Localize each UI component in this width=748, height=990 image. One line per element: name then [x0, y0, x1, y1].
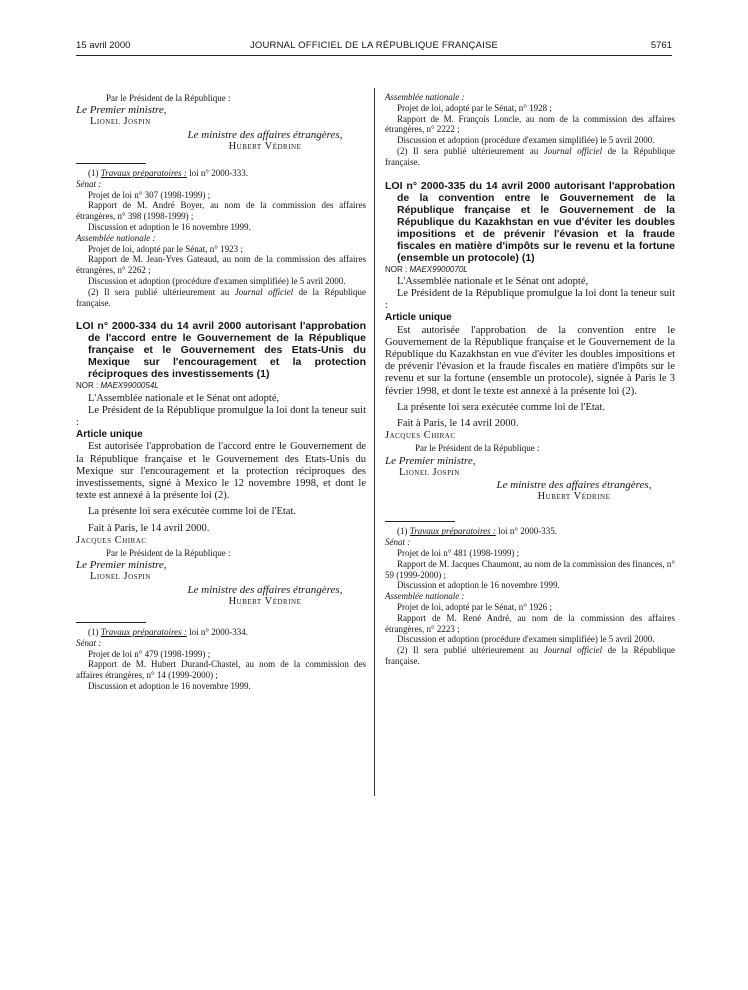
- president-signature: Jacques Chirac: [76, 534, 147, 546]
- footnote-2-journal: Journal officiel: [234, 286, 294, 297]
- footnote-2-journal: Journal officiel: [543, 145, 603, 156]
- law-title-text: LOI n° 2000-334 du 14 avril 2000 autorisant l'approbation de l'accord entre le Gouvernement de la République française et le Gouvernement des Etats-Unis du Mexique sur l'encouragement et la protection réciproques des investissements (1): [76, 320, 366, 381]
- article-body: Est autorisée l'approbation de la convention entre le Gouvernement de la République française et le Gouvernement de la République du Kazakhstan en vue d'éviter les doubles impositions et de prévenir l'évasion et la fraude fiscales en matière d'impôts sur le revenu et sur la fortune (ensemble un protocole), signée à Paris le 3 février 1998, et dont le texte est annexé à la présente loi (2).: [385, 324, 675, 397]
- footnote-item: Rapport de M. Jean-Yves Gateaud, au nom de la commission des affaires étrangères, n° 2262 ;: [76, 254, 366, 276]
- signoff-minister-name: Hubert Védrine: [228, 140, 302, 152]
- signoff-president-line: Par le Président de la République :: [106, 548, 231, 559]
- footnotes-block: [385, 92, 675, 168]
- footnote-number: (1): [88, 168, 101, 179]
- footnote-item: Projet de loi n° 307 (1998-1999) ;: [88, 189, 211, 200]
- law-2000-334: [76, 320, 366, 547]
- footnote-2-text: (2) Il sera publié ultérieurement au: [397, 645, 544, 656]
- footnote-number: (1): [88, 627, 101, 638]
- footnote-item: Projet de loi, adopté par le Sénat, n° 1928 ;: [397, 102, 552, 113]
- footnote-travaux-label: Travaux préparatoires :: [100, 168, 187, 179]
- footnote-item: Rapport de M. François Loncle, au nom de la commission des affaires étrangères, n° 2222 ;: [385, 113, 675, 135]
- signoff-pm-role: Le Premier ministre,: [76, 559, 167, 572]
- footnote-2: [76, 287, 366, 309]
- law-paragraph: Le Président de la République promulgue la loi dont la teneur suit :: [76, 404, 366, 428]
- signoff-minister-role: Le ministre des affaires étrangères,: [187, 128, 343, 141]
- signoff-block: [76, 92, 366, 153]
- signoff-pm-name: Lionel Jospin: [90, 116, 151, 128]
- header-date: 15 avril 2000: [76, 40, 131, 51]
- footnote-item: Discussion et adoption le 16 novembre 1999.: [88, 222, 251, 232]
- law-paragraph: L'Assemblée nationale et le Sénat ont adopté,: [397, 275, 589, 287]
- footnote-senat-heading: Sénat :: [76, 178, 102, 189]
- nor-reference: [385, 264, 675, 276]
- signoff-minister: [76, 129, 366, 153]
- nor-code: MAEX9900070L: [409, 264, 468, 274]
- law-title: [76, 320, 366, 380]
- footnotes-block: [76, 627, 366, 692]
- law-execution: La présente loi sera exécutée comme loi de l'Etat.: [397, 401, 606, 413]
- nor-code: MAEX9900054L: [100, 381, 159, 391]
- footnote-item: Rapport de M. Jacques Chaumont, au nom de la commission des finances, n° 59 (1999-2000) ;: [385, 558, 675, 580]
- law-2000-335: [385, 180, 675, 443]
- signoff-minister-role: Le ministre des affaires étrangères,: [187, 583, 343, 596]
- footnote-an-heading: Assemblée nationale :: [76, 232, 156, 243]
- footnote-rule: [76, 163, 146, 164]
- header-page-number: 5761: [650, 40, 672, 51]
- footnote-senat-heading: Sénat :: [76, 637, 102, 648]
- nor-label: NOR :: [76, 381, 101, 391]
- footnote-2-tail: de la République française.: [385, 645, 675, 666]
- law-title-text: LOI n° 2000-335 du 14 avril 2000 autorisant l'approbation de la convention entre le Gouvernement de la République française et le Gouvernement de la République du Kazakhstan en vue d'éviter les doubles impositions et de prévenir l'évasion et la fraude fiscales en matière d'impôts sur le revenu et la fortune (ensemble un protocole) (1): [385, 179, 675, 264]
- law-paragraph: L'Assemblée nationale et le Sénat ont adopté,: [88, 392, 280, 404]
- signoff-president-line: Par le Président de la République :: [415, 443, 540, 454]
- article-heading: Article unique: [76, 429, 143, 441]
- footnote-2: [385, 645, 675, 667]
- footnote-1: [385, 526, 675, 537]
- signoff-pm-name: Lionel Jospin: [90, 571, 151, 583]
- footnote-item: Discussion et adoption (procédure d'examen simplifiée) le 5 avril 2000.: [88, 275, 346, 286]
- column-divider: [374, 88, 375, 796]
- footnote-1: [76, 627, 366, 638]
- signoff-minister: [76, 584, 366, 608]
- footnote-item: Projet de loi n° 479 (1998-1999) ;: [88, 648, 211, 659]
- footnote-item: Discussion et adoption le 16 novembre 1999.: [397, 580, 560, 591]
- footnote-2: [385, 146, 675, 168]
- law-title: [385, 180, 675, 264]
- footnote-item: Rapport de M. Hubert Durand-Chastel, au nom de la commission des affaires étrangères, n° 14 (1999-2000) ;: [76, 659, 366, 681]
- footnote-law-ref: loi n° 2000-333.: [186, 168, 249, 179]
- signoff-pm-role: Le Premier ministre,: [385, 454, 476, 467]
- footnote-travaux-label: Travaux préparatoires :: [409, 526, 496, 537]
- signoff-minister: [385, 479, 675, 503]
- footnote-law-ref: loi n° 2000-335.: [495, 526, 558, 537]
- president-signature: Jacques Chirac: [385, 430, 456, 442]
- footnote-item: Projet de loi, adopté par le Sénat, n° 1926 ;: [397, 602, 552, 613]
- footnote-an-heading: Assemblée nationale :: [385, 591, 465, 602]
- footnote-item: Discussion et adoption (procédure d'examen simplifiée) le 5 avril 2000.: [397, 135, 655, 146]
- footnote-number: (1): [397, 526, 410, 537]
- signoff-block: [385, 442, 675, 503]
- law-paragraph: Le Président de la République promulgue la loi dont la teneur suit :: [385, 287, 675, 312]
- page-header: [76, 40, 672, 54]
- footnote-item: Rapport de M. André Boyer, au nom de la commission des affaires étrangères, n° 398 (1998-1999) ;: [76, 200, 366, 222]
- footnote-2-text: (2) Il sera publié ultérieurement au: [397, 145, 544, 156]
- right-column: [385, 92, 675, 667]
- law-execution: La présente loi sera exécutée comme loi de l'Etat.: [88, 506, 297, 518]
- signoff-block: [76, 547, 366, 608]
- article-heading: Article unique: [385, 312, 452, 324]
- signoff-president-line: Par le Président de la République :: [106, 93, 231, 103]
- footnote-item: Rapport de M. René André, au nom de la commission des affaires étrangères, n° 2223 ;: [385, 612, 675, 634]
- footnote-item: Discussion et adoption le 16 novembre 1999.: [88, 681, 251, 692]
- footnote-2-text: (2) Il sera publié ultérieurement au: [88, 286, 235, 297]
- signoff-minister-role: Le ministre des affaires étrangères,: [496, 479, 652, 492]
- signoff-pm-role: Le Premier ministre,: [76, 104, 167, 117]
- header-journal-title: JOURNAL OFFICIEL DE LA RÉPUBLIQUE FRANÇAISE: [249, 40, 499, 51]
- law-done-at: Fait à Paris, le 14 avril 2000.: [397, 418, 519, 430]
- nor-label: NOR :: [385, 264, 410, 274]
- law-done-at: Fait à Paris, le 14 avril 2000.: [88, 522, 210, 534]
- footnote-2-tail: de la République française.: [76, 286, 366, 308]
- nor-reference: [76, 380, 366, 392]
- article-body: Est autorisée l'approbation de l'accord entre le Gouvernement de la République française et le Gouvernement des Etats-Unis du Mexique sur l'encouragement et la protection réciproques des investissements, signé à Mexico le 12 novembre 1998, et dont le texte est annexé à la présente loi (2).: [76, 441, 366, 502]
- footnote-2-tail: de la République française.: [385, 145, 675, 167]
- footnote-1: [76, 168, 366, 179]
- footnotes-block: [76, 168, 366, 308]
- footnote-item: Projet de loi n° 481 (1998-1999) ;: [397, 548, 520, 559]
- footnotes-block: [385, 526, 675, 666]
- footnote-rule: [385, 521, 455, 522]
- footnote-senat-heading: Sénat :: [385, 537, 411, 548]
- footnote-item: Discussion et adoption (procédure d'examen simplifiée) le 5 avril 2000.: [397, 634, 655, 645]
- footnote-an-heading: Assemblée nationale :: [385, 92, 465, 102]
- signoff-minister-name: Hubert Védrine: [228, 595, 302, 607]
- signoff-pm-name: Lionel Jospin: [399, 466, 460, 478]
- header-rule: [76, 55, 672, 56]
- left-column: [76, 92, 366, 692]
- footnote-travaux-label: Travaux préparatoires :: [100, 627, 187, 638]
- footnote-rule: [76, 622, 146, 623]
- footnote-item: Projet de loi, adopté par le Sénat, n° 1923 ;: [88, 243, 243, 254]
- footnote-2-journal: Journal officiel: [543, 645, 603, 656]
- signoff-minister-name: Hubert Védrine: [537, 491, 611, 503]
- footnote-law-ref: loi n° 2000-334.: [186, 627, 249, 638]
